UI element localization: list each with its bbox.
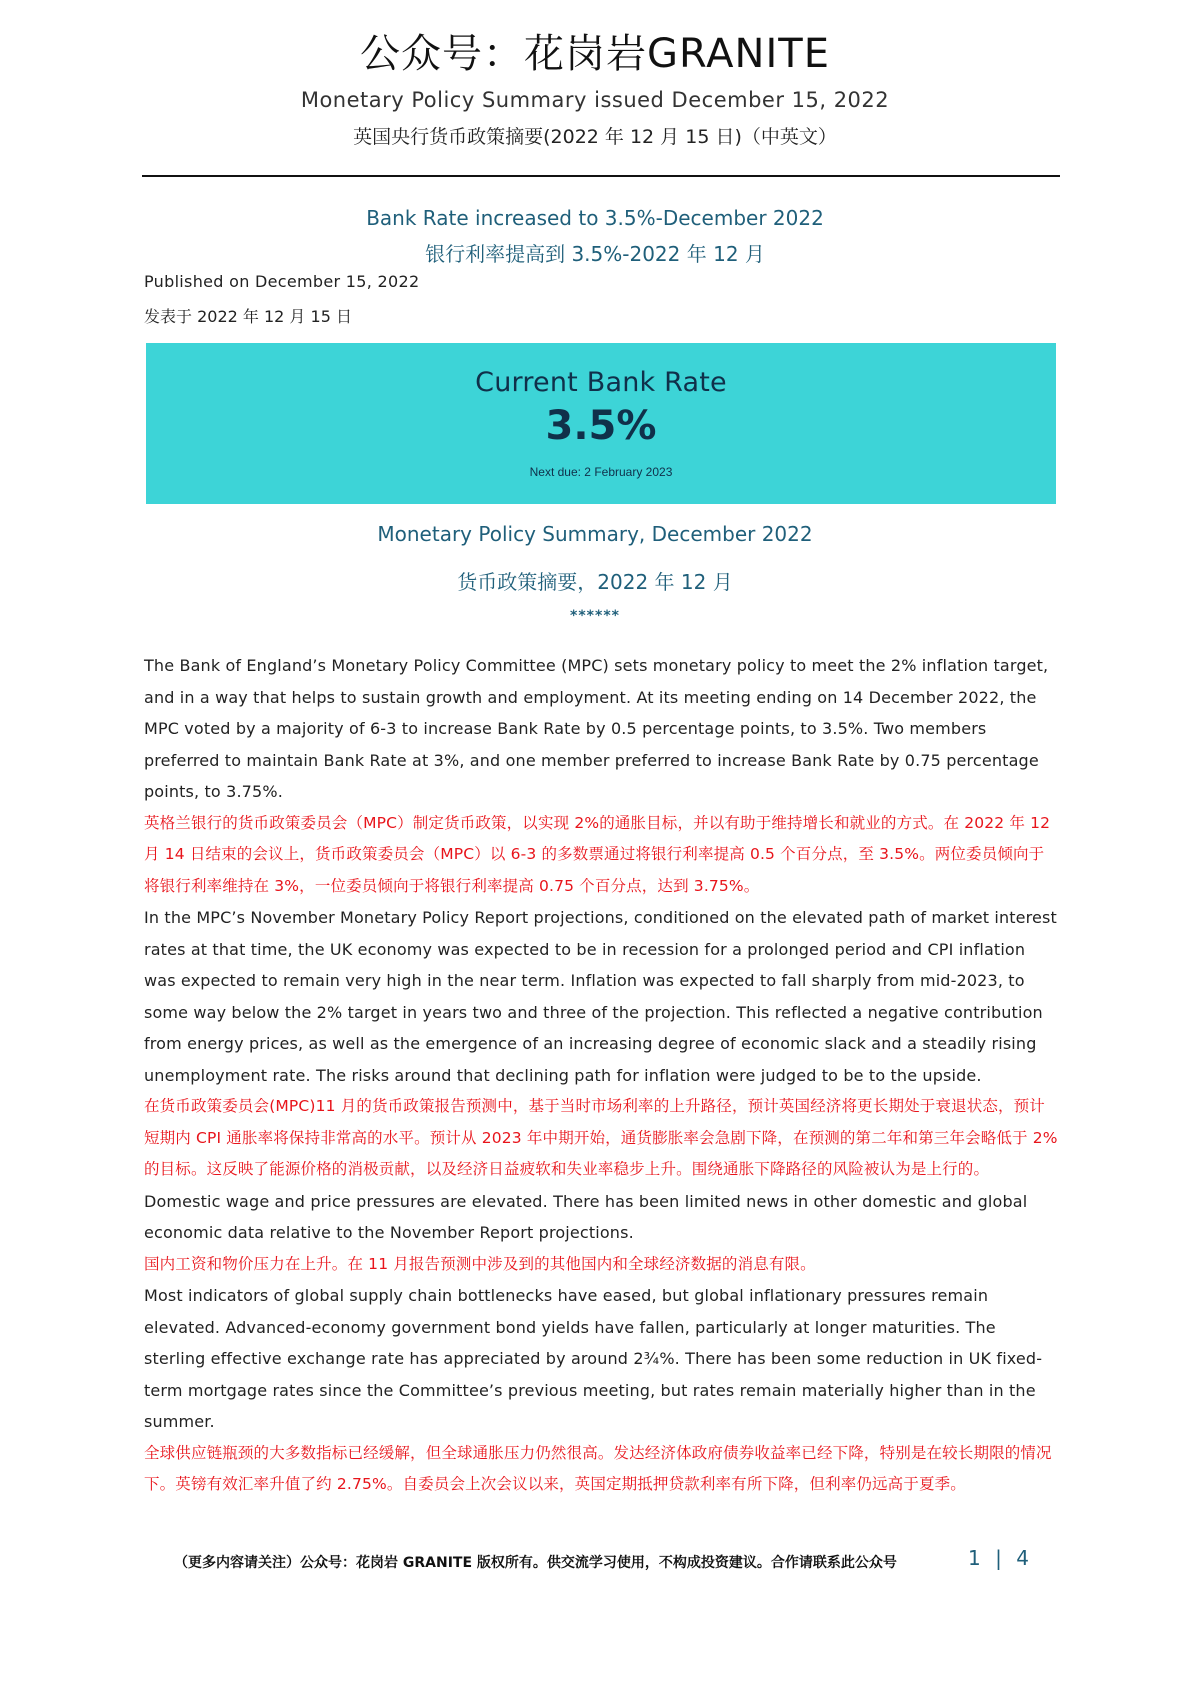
footer-copyright-note: （更多内容请关注）公众号：花岗岩 GRANITE 版权所有。供交流学习使用，不构成投资建议。合作请联系此公众号	[174, 1555, 897, 1571]
document-body	[144, 650, 1059, 1501]
paragraph-english: Most indicators of global supply chain bottlenecks have eased, but global inflationary pressures remain elevated. Advanced-economy government bond yields have fallen, particularly at longer maturities. The sterling effective exchange rate has appreciated by around 2¾%. There has been some reduction in UK fixed-term mortgage rates since the Committee’s previous meeting, but rates remain materially higher than in the summer.	[144, 1286, 1043, 1431]
page-number: 1 | 4	[968, 1546, 1033, 1570]
page-total: 4	[1016, 1546, 1033, 1570]
summary-title-english: Monetary Policy Summary, December 2022	[377, 522, 813, 546]
bank-rate-value: 3.5%	[545, 403, 657, 449]
paragraph-chinese: 英格兰银行的货币政策委员会（MPC）制定货币政策，以实现 2%的通胀目标，并以有助于维持增长和就业的方式。在 2022 年 12 月 14 日结束的会议上，货币政策委员会（MPC）以 6-3 的多数票通过将银行利率提高 0.5 个百分点，至 3.5%。两位委员倾向于将银行利率维持在 3%，一位委员倾向于将银行利率提高 0.75 个百分点，达到 3.75%。	[144, 813, 1051, 895]
paragraph-chinese: 国内工资和物价压力在上升。在 11 月报告预测中涉及到的其他国内和全球经济数据的消息有限。	[144, 1254, 816, 1273]
bank-rate-next-due: Next due: 2 February 2023	[529, 465, 673, 479]
bank-rate-label: Current Bank Rate	[475, 367, 727, 398]
paragraph-english: The Bank of England’s Monetary Policy Committee (MPC) sets monetary policy to meet the 2% inflation target, and in a way that helps to sustain growth and employment. At its meeting ending on 14 December 2022, the MPC voted by a majority of 6-3 to increase Bank Rate by 0.5 percentage points, to 3.5%. Two members preferred to maintain Bank Rate at 3%, and one member preferred to increase Bank Rate by 0.75 percentage points, to 3.75%.	[144, 656, 1049, 801]
section-separator: ******	[570, 608, 620, 624]
paragraph-chinese: 在货币政策委员会(MPC)11 月的货币政策报告预测中，基于当时市场利率的上升路径，预计英国经济将更长期处于衰退状态，预计短期内 CPI 通胀率将保持非常高的水平。预计从 2023 年中期开始，通货膨胀率会急剧下降，在预测的第二年和第三年会略低于 2%的目标。这反映了能源价格的消极贡献，以及经济日益疲软和失业率稳步上升。围绕通胀下降路径的风险被认为是上行的。	[144, 1097, 1058, 1178]
article-title-chinese: 银行利率提高到 3.5%-2022 年 12 月	[425, 242, 765, 266]
paragraph-english: Domestic wage and price pressures are elevated. There has been limited news in other domestic and global economic data relative to the November Report projections.	[144, 1191, 1028, 1242]
article-title-english: Bank Rate increased to 3.5%-December 2022	[366, 206, 824, 230]
document-subtitle-chinese: 英国央行货币政策摘要(2022 年 12 月 15 日)（中英文）	[353, 126, 837, 148]
document-header-title: 公众号：花岗岩GRANITE	[360, 31, 830, 77]
published-date-english: Published on December 15, 2022	[144, 272, 420, 291]
bank-rate-banner	[146, 343, 1056, 504]
paragraph-chinese: 全球供应链瓶颈的大多数指标已经缓解，但全球通胀压力仍然很高。发达经济体政府债券收益率已经下降，特别是在较长期限的情况下。英镑有效汇率升值了约 2.75%。自委员会上次会议以来，英国定期抵押贷款利率有所下降，但利率仍远高于夏季。	[144, 1443, 1052, 1493]
paragraph-english: In the MPC’s November Monetary Policy Report projections, conditioned on the elevated path of market interest rates at that time, the UK economy was expected to be in recession for a prolonged period and CPI inflation was expected to remain very high in the near term. Inflation was expected to fall sharply from mid-2023, to some way below the 2% target in years two and three of the projection. This reflected a negative contribution from energy prices, as well as the emergence of an increasing degree of economic slack and a steadily rising unemployment rate. The risks around that declining path for inflation were judged to be to the upside.	[144, 908, 1057, 1085]
header-divider	[142, 175, 1060, 177]
document-subtitle-english: Monetary Policy Summary issued December 15, 2022	[300, 88, 890, 112]
page-current: 1	[968, 1546, 985, 1570]
summary-title-chinese: 货币政策摘要，2022 年 12 月	[457, 570, 733, 594]
published-date-chinese: 发表于 2022 年 12 月 15 日	[144, 307, 352, 326]
